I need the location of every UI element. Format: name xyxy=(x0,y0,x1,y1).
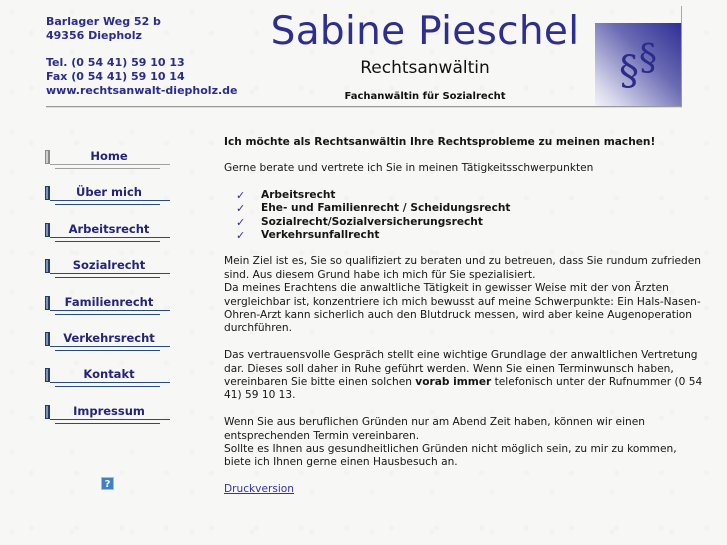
list-item: ✓ Verkehrsunfallrecht xyxy=(236,228,380,242)
address-street: Barlager Weg 52 b xyxy=(46,15,161,28)
nav-item-ueber-mich[interactable] xyxy=(44,182,174,218)
tab-marker-icon xyxy=(45,296,50,310)
nav-item-sozialrecht[interactable] xyxy=(44,255,174,291)
list-item: ✓ Ehe- und Familienrecht / Scheidungsrecht xyxy=(236,202,511,216)
nav-item-label: Kontakt xyxy=(83,367,135,382)
tab-marker-icon xyxy=(45,150,50,164)
logo-subtitle: Fachanwältin für Sozialrecht xyxy=(344,91,506,102)
website-url: www.rechtsanwalt-diepholz.de xyxy=(46,84,238,97)
paragraph-goal: Mein Ziel ist es, Sie so qualifiziert zu beraten und zu betreuen, dass Sie rundum zufrieden sind. Aus diesem Grund habe ich mich für Sie spezialisiert. xyxy=(224,255,702,281)
list-item: ✓ Arbeitsrecht xyxy=(236,188,336,202)
tab-marker-icon xyxy=(45,259,50,273)
page-headline: Ich möchte als Rechtsanwältin Ihre Rechtsprobleme zu meinen machen! xyxy=(224,136,656,148)
paragraph-home-visit: Sollte es Ihnen aus gesundheitlichen Gründen nicht möglich sein, zu mir zu kommen, biete ich Ihnen gerne einen Hausbesuch an. xyxy=(224,443,677,469)
paragraph-logo-image xyxy=(595,23,682,108)
nav-item-label: Familienrecht xyxy=(64,294,154,309)
tab-marker-icon xyxy=(45,332,50,346)
logo-title: Rechtsanwältin xyxy=(360,58,490,78)
paragraph-appointment: Das vertrauensvolle Gespräch stellt eine wichtige Grundlage der anwaltlichen Vertretung dar. Dieses soll daher in Ruhe geführt werden. Wenn Sie einen Terminwunsch haben, vereinbaren Sie bitte einen solchen vorab immer telefonisch unter der Rufnummer (0 54 41) 59 10 13. xyxy=(224,349,703,402)
address-city: 49356 Diepholz xyxy=(46,29,142,42)
checkmark-icon: ✓ xyxy=(236,228,246,242)
nav-item-label: Impressum xyxy=(73,403,145,418)
print-version-link[interactable]: Druckversion xyxy=(224,483,294,496)
nav-item-familienrecht[interactable] xyxy=(44,292,174,328)
header-divider xyxy=(46,106,682,107)
nav-item-label: Sozialrecht xyxy=(72,258,146,273)
header-divider-vertical xyxy=(681,6,682,24)
nav-item-label: Verkehrsrecht xyxy=(63,330,155,345)
main-content xyxy=(224,136,704,497)
tab-marker-icon xyxy=(45,368,50,382)
nav-item-label: Home xyxy=(90,149,128,163)
tab-marker-icon xyxy=(45,223,50,237)
sidebar-nav xyxy=(44,146,174,437)
intro-text: Gerne berate und vertrete ich Sie in meinen Tätigkeitsschwerpunkten xyxy=(224,162,594,175)
nav-item-verkehrsrecht[interactable] xyxy=(44,328,174,364)
checkmark-icon: ✓ xyxy=(236,215,246,229)
tab-marker-icon xyxy=(45,405,50,419)
nav-item-label: Über mich xyxy=(76,185,142,200)
nav-item-kontakt[interactable] xyxy=(44,364,174,400)
checkmark-icon: ✓ xyxy=(236,202,246,216)
checkmark-icon: ✓ xyxy=(236,188,246,202)
fax-number: Fax (0 54 41) 59 10 14 xyxy=(46,70,185,83)
list-item: ✓ Sozialrecht/Sozialversicherungsrecht xyxy=(236,215,483,229)
paragraph-focus: Da meines Erachtens die anwaltliche Tätigkeit in gewisser Weise mit der von Ärzten vergleichbar ist, konzentriere ich mich bewusst auf meine Schwerpunkte: Ein Hals-Nasen-Ohren-Arzt kann sicherlich auch den Blutdruck messen, wird aber keine Augenoperation durchführen. xyxy=(224,282,701,335)
help-icon[interactable]: ? xyxy=(101,477,114,490)
address-block xyxy=(46,15,238,98)
focus-areas-list xyxy=(236,189,704,243)
phone-number: Tel. (0 54 41) 59 10 13 xyxy=(46,56,185,69)
logo-name: Sabine Pieschel xyxy=(270,9,580,54)
paragraph-evening: Wenn Sie aus beruflichen Gründen nur am Abend Zeit haben, können wir einen entsprechenden Termin vereinbaren. xyxy=(224,416,645,442)
emphasis-text: vorab immer xyxy=(415,376,492,389)
nav-item-impressum[interactable] xyxy=(44,401,174,437)
paragraph-icon: § xyxy=(639,38,657,79)
nav-item-label: Arbeitsrecht xyxy=(68,221,150,236)
nav-item-home[interactable] xyxy=(44,146,174,182)
tab-marker-icon xyxy=(45,186,50,200)
nav-item-arbeitsrecht[interactable] xyxy=(44,219,174,255)
paragraph-icon: § xyxy=(619,48,639,94)
